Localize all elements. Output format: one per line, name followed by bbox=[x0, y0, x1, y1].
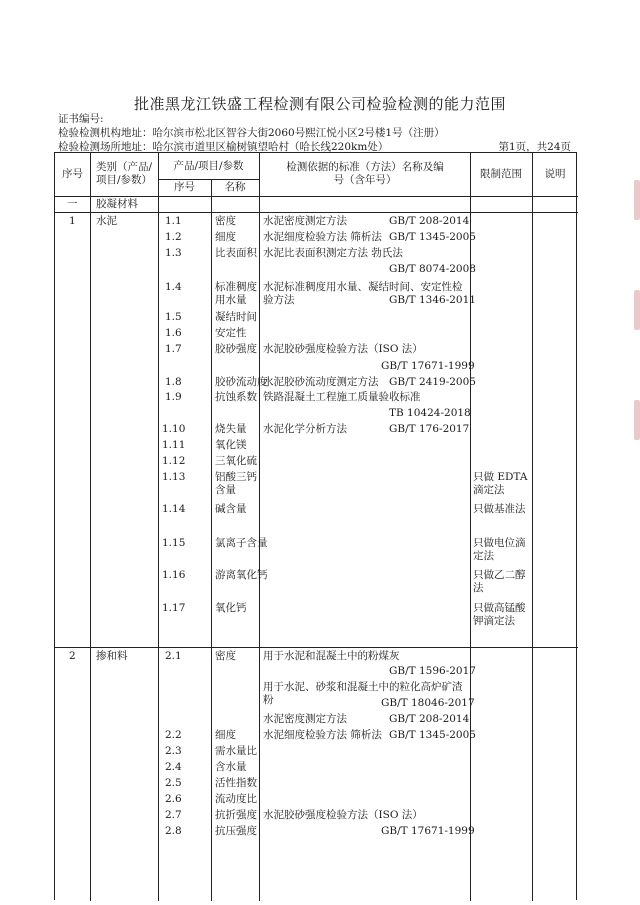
limit-range: 只做电位滴定法 bbox=[473, 537, 526, 562]
item-no: 1.10 bbox=[162, 423, 186, 435]
item-name: 细度 bbox=[215, 729, 236, 741]
group-num: 2 bbox=[69, 650, 76, 662]
group-name: 掺和料 bbox=[96, 650, 128, 662]
item-no: 1.2 bbox=[165, 231, 182, 243]
standard-code: GB/T 208-2014 bbox=[389, 215, 470, 227]
item-no: 2.1 bbox=[165, 650, 182, 662]
standard-code: GB/T 17671-1999 bbox=[381, 360, 475, 372]
item-name: 氯离子含量 bbox=[215, 537, 268, 549]
item-no: 1.14 bbox=[162, 503, 186, 515]
org-address: 检验检测机构地址：哈尔滨市松北区智谷大街2060号熙江悦小区2号楼1号（注册） bbox=[58, 127, 445, 139]
standard-name: 水泥胶砂流动度测定方法 bbox=[263, 376, 379, 388]
seal-mark bbox=[634, 290, 640, 330]
standard-name: 水泥密度测定方法 bbox=[263, 215, 347, 227]
standard-code: GB/T 2419-2005 bbox=[389, 376, 476, 388]
item-name: 含水量 bbox=[215, 761, 247, 773]
standard-name: 水泥密度测定方法 bbox=[263, 713, 347, 725]
standard-name: 用于水泥和混凝土中的粉煤灰 bbox=[263, 650, 400, 662]
item-no: 1.5 bbox=[165, 311, 182, 323]
seal-mark bbox=[634, 400, 640, 440]
item-name: 抗蚀系数 bbox=[215, 391, 257, 403]
standard-code: GB/T 1346-2011 bbox=[389, 294, 476, 306]
standard-name: 水泥细度检验方法 筛析法 bbox=[263, 231, 382, 243]
section-num: 一 bbox=[67, 198, 78, 210]
item-name: 比表面积 bbox=[215, 247, 257, 259]
standard-code: GB/T 8074-2008 bbox=[389, 263, 476, 275]
item-no: 1.13 bbox=[162, 471, 186, 483]
limit-range: 只做基准法 bbox=[473, 503, 526, 515]
item-no: 1.16 bbox=[162, 569, 186, 581]
item-name: 氧化镁 bbox=[215, 439, 247, 451]
item-name: 活性指数 bbox=[215, 777, 257, 789]
item-name: 碱含量 bbox=[215, 503, 247, 515]
header-product-group: 产品/项目/参数 bbox=[173, 160, 244, 172]
item-name: 烧失量 bbox=[215, 423, 247, 435]
item-no: 1.7 bbox=[165, 343, 182, 355]
item-name: 三氧化硫 bbox=[215, 455, 257, 467]
item-name: 胶砂强度 bbox=[215, 343, 257, 355]
standard-name: 水泥比表面积测定方法 勃氏法 bbox=[263, 247, 403, 259]
header-seq: 序号 bbox=[62, 168, 83, 180]
standard-name: 用于水泥、砂浆和混凝土中的粒化高炉矿渣粉 bbox=[263, 681, 463, 706]
limit-range: 只做高锰酸钾滴定法 bbox=[473, 602, 526, 627]
standard-name: 水泥胶砂强度检验方法（ISO 法） bbox=[263, 343, 423, 355]
item-name: 抗压强度 bbox=[215, 825, 257, 837]
cert-no-label: 证书编号: bbox=[58, 113, 104, 125]
page-info: 第1页，共24页 bbox=[498, 141, 571, 153]
standard-name: 水泥化学分析方法 bbox=[263, 423, 347, 435]
item-name: 密度 bbox=[215, 215, 236, 227]
standard-name: 铁路混凝土工程施工质量验收标准 bbox=[263, 391, 421, 403]
item-name: 安定性 bbox=[215, 327, 247, 339]
section-name: 胶凝材料 bbox=[96, 198, 138, 210]
standard-code: GB/T 1596-2017 bbox=[389, 665, 476, 677]
site-address: 检验检测场所地址：哈尔滨市道里区榆树镇望哈村（哈长线220km处） bbox=[58, 141, 389, 153]
standard-code: GB/T 176-2017 bbox=[389, 423, 470, 435]
seal-mark bbox=[634, 180, 640, 220]
standard-code: GB/T 208-2014 bbox=[389, 713, 470, 725]
item-no: 1.8 bbox=[165, 376, 182, 388]
standard-code: TB 10424-2018 bbox=[389, 407, 471, 419]
standard-code: GB/T 18046-2017 bbox=[381, 697, 475, 709]
limit-range: 只做乙二醇法 bbox=[473, 569, 526, 594]
item-no: 1.9 bbox=[165, 391, 182, 403]
header-sub-seq: 序号 bbox=[174, 181, 195, 193]
item-no: 1.17 bbox=[162, 602, 186, 614]
item-no: 2.4 bbox=[165, 761, 182, 773]
standard-code: GB/T 17671-1999 bbox=[381, 825, 475, 837]
standard-name: 水泥标准稠度用水量、凝结时间、安定性检验方法 bbox=[263, 281, 463, 306]
standard-name: 水泥细度检验方法 筛析法 bbox=[263, 729, 382, 741]
group-name: 水泥 bbox=[96, 215, 117, 227]
standard-code: GB/T 1345-2005 bbox=[389, 231, 476, 243]
item-name: 标准稠度用水量 bbox=[215, 281, 257, 306]
standard-code: GB/T 1345-2005 bbox=[389, 729, 476, 741]
header-limit: 限制范围 bbox=[480, 168, 522, 180]
item-name: 氧化钙 bbox=[215, 602, 247, 614]
item-no: 1.15 bbox=[162, 537, 186, 549]
header-category: 类别（产品/项目/参数） bbox=[95, 161, 153, 186]
item-name: 密度 bbox=[215, 650, 236, 662]
item-no: 1.12 bbox=[162, 455, 186, 467]
item-name: 胶砂流动度 bbox=[215, 376, 268, 388]
capability-table bbox=[54, 152, 577, 900]
item-no: 2.5 bbox=[165, 777, 182, 789]
item-no: 2.6 bbox=[165, 793, 182, 805]
group-num: 1 bbox=[69, 215, 76, 227]
header-standard: 检测依据的标准（方法）名称及编号（含年号） bbox=[286, 161, 444, 186]
item-no: 1.1 bbox=[165, 215, 182, 227]
page-title: 批准黑龙江铁盛工程检测有限公司检验检测的能力范围 bbox=[133, 95, 506, 113]
header-note: 说明 bbox=[544, 168, 566, 180]
item-no: 2.3 bbox=[165, 745, 182, 757]
item-name: 细度 bbox=[215, 231, 236, 243]
item-name: 凝结时间 bbox=[215, 311, 257, 323]
item-name: 抗折强度 bbox=[215, 809, 257, 821]
item-no: 2.8 bbox=[165, 825, 182, 837]
item-no: 1.4 bbox=[165, 281, 182, 293]
item-no: 2.2 bbox=[165, 729, 182, 741]
header-name: 名称 bbox=[224, 181, 246, 193]
item-no: 2.7 bbox=[165, 809, 182, 821]
item-name: 游离氧化钙 bbox=[215, 569, 268, 581]
item-name: 流动度比 bbox=[215, 793, 257, 805]
item-name: 需水量比 bbox=[215, 745, 257, 757]
limit-range: 只做 EDTA 滴定法 bbox=[473, 471, 528, 496]
standard-name: 水泥胶砂强度检验方法（ISO 法） bbox=[263, 809, 423, 821]
item-name: 铝酸三钙含量 bbox=[215, 471, 257, 496]
item-no: 1.11 bbox=[162, 439, 186, 451]
item-no: 1.3 bbox=[165, 247, 182, 259]
item-no: 1.6 bbox=[165, 327, 182, 339]
